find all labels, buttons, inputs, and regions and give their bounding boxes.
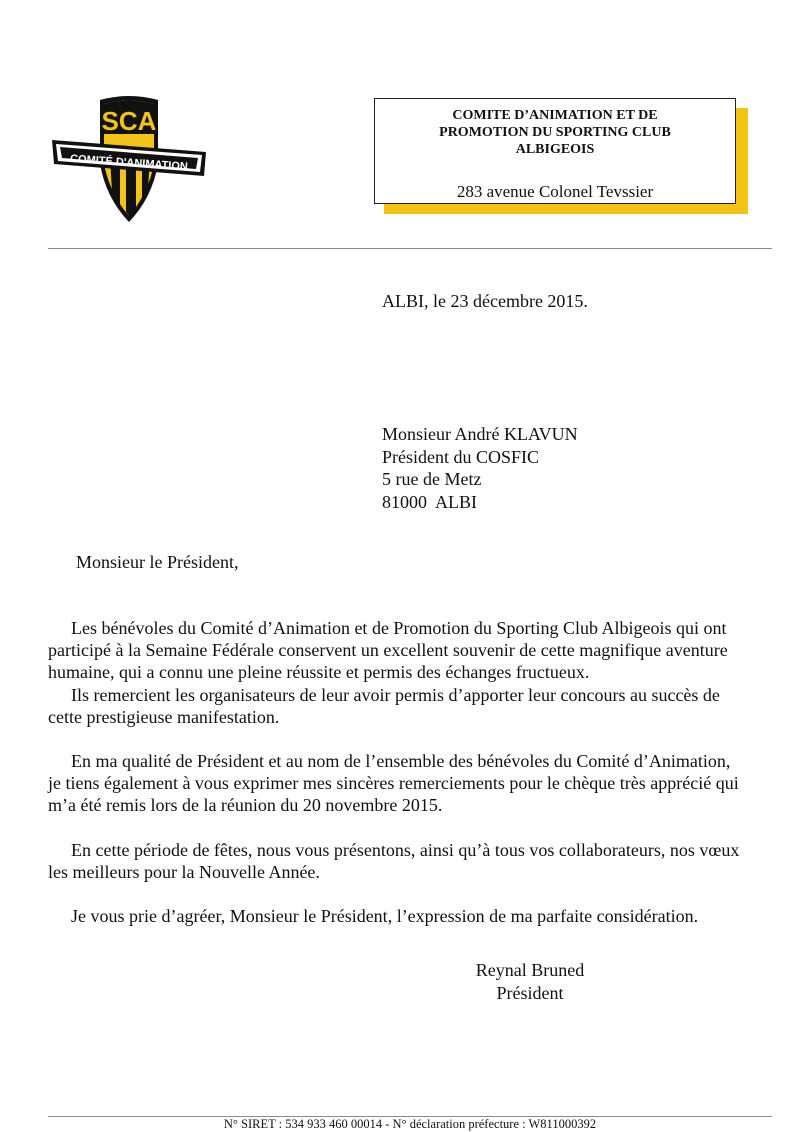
- body-line: Je vous prie d’agréer, Monsieur le Président, l’expression de ma parfaite considération.: [71, 905, 699, 926]
- signatory-title: Président: [496, 982, 564, 1003]
- body-line: humaine, qui a connu une pleine réussite et permis des échanges fructueux.: [48, 662, 590, 683]
- body-line: Les bénévoles du Comité d’Animation et de Promotion du Sporting Club Albigeois qui ont: [71, 618, 727, 638]
- body-line: Ils remercient les organisateurs de leur avoir permis d’apporter leur concours au succès de: [71, 684, 720, 705]
- recipient-block: [382, 423, 578, 513]
- signature-block: [440, 959, 620, 1004]
- body-line: m’a été remis lors de la réunion du 20 novembre 2015.: [48, 795, 443, 816]
- body-line: les meilleurs pour la Nouvelle Année.: [48, 861, 320, 882]
- body-line: En cette période de fêtes, nous vous présentons, ainsi qu’à tous vos collaborateurs, nos vœux: [71, 839, 740, 860]
- body-line: je tiens également à vous exprimer mes sincères remerciements pour le chèque très apprécié qui: [48, 773, 739, 794]
- footer-registration: N° SIRET : 534 933 460 00014 - N° déclaration préfecture : W811000392: [223, 1117, 597, 1131]
- recipient-title: Président du COSFIC: [382, 446, 540, 467]
- header-box: [374, 98, 736, 204]
- recipient-street: 5 rue de Metz: [382, 469, 482, 489]
- logo-banner-text: COMITÉ D'ANIMATION: [69, 152, 189, 174]
- logo-sca-text: SCA: [101, 106, 157, 136]
- recipient-name: Monsieur André KLAVUN: [382, 424, 578, 444]
- signatory-name: Reynal Bruned: [475, 960, 585, 980]
- body-line: cette prestigieuse manifestation.: [48, 706, 280, 727]
- body-line: participé à la Semaine Fédérale conservent un excellent souvenir de cette magnifique aventure: [48, 640, 728, 661]
- organization-address: 283 avenue Colonel Tevssier: [456, 182, 654, 201]
- top-divider: [48, 248, 772, 249]
- salutation: Monsieur le Président,: [76, 552, 239, 572]
- body-line: En ma qualité de Président et au nom de l’ensemble des bénévoles du Comité d’Animation,: [71, 750, 731, 771]
- recipient-city: 81000 ALBI: [382, 491, 478, 512]
- date-line: ALBI, le 23 décembre 2015.: [382, 291, 588, 311]
- sca-logo: [50, 94, 208, 228]
- organization-name: COMITE D’ANIMATION ET DE PROMOTION DU SPORTING CLUB ALBIGEOIS: [439, 108, 671, 157]
- letter-body: [48, 617, 774, 927]
